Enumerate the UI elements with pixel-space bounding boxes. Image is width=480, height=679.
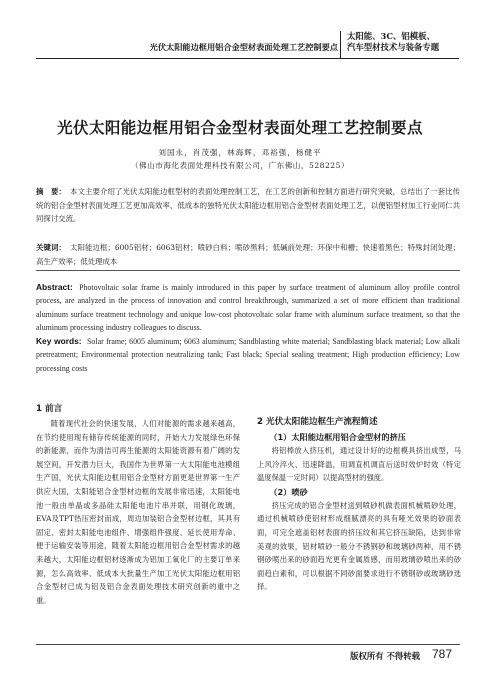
subsection-2-2-heading: （2）喷砂 <box>269 486 308 497</box>
keywords-cn <box>36 241 460 268</box>
body-column-left <box>36 402 240 607</box>
abstract-cn <box>36 185 460 226</box>
keywords-cn-label: 关键词： <box>36 243 66 252</box>
affiliation: （佛山市海化表面处理科技有限公司，广东佛山，528225） <box>130 161 350 170</box>
abstract-en-label: Abstract: <box>36 282 73 292</box>
subsection-2-1-heading: （1）太阳能边框用铝合金型材的挤压 <box>269 432 406 442</box>
keywords-en <box>36 335 460 375</box>
footer-rule <box>36 644 460 645</box>
page-number: 787 <box>431 647 452 661</box>
subsection-2-2-paragraph: 挤压完成的铝合金型材送到喷砂机做表面机械喷砂处理，通过机械喷砂使铝材形成细腻漂亮的具有哑光效果的砂面表面，可完全遮盖铝材表面的挤压纹和其它挤压缺陷，达到非常美观的效果，铝材喷砂一般分不锈钢砂和玻璃砂两种，用不锈钢砂喷出来的砂面趋光更有金属质感，而用玻璃砂喷出来的砂面趋白素和，可以根据不同砂面要求进行不锈钢砂或玻璃砂选择。 <box>257 500 461 592</box>
abstract-cn-text: 本文主要介绍了光伏太阳能边框型材的表面处理控制工艺，在工艺的创新和控制方面进行研究突破，总结出了一套比传统的铝合金型材表面处理工艺更加高效率、低成本的独特光伏太阳能边框用铝合金型材表面处理工艺，以便铝型材加工行业同仁共同探讨交流。 <box>36 187 460 224</box>
authors: 刘国永，肖茂强，林海辉，邓裕强，杨健平 <box>158 148 322 157</box>
column-gap <box>257 402 461 415</box>
subsection-2-1-paragraph: 将铝棒放入挤压机，通过设计好的边框模具挤出成型，马上风冷淬火、迅速降温，用调直机调直后送时效炉时效（特定温度保温一定时间）以提高型材的强度。 <box>257 446 461 483</box>
keywords-cn-text: 太阳能边框；6005铝材；6063铝材；喷砂白料；喷砂黑料；低碱前处理；环保中和槽；快速着黑色；特殊封闭处理；高生产效率；低处理成本 <box>36 243 460 266</box>
abstract-en <box>36 281 460 335</box>
body-column-right <box>257 402 461 594</box>
section-label-line1: 太阳能、3C、铝模板、 <box>347 31 435 41</box>
abstract-en-text: Photovoltaic solar frame is mainly introduced in this paper by surface treatment of aluminum alloy profile control process, are analyzed in the process of innovation and control breakthrough, summarized a set of more efficient than traditional aluminum surface treatment technology and unique low-cost photovoltaic solar frame with aluminum surface treatment, so that the aluminum processing industry colleagues to discuss. <box>36 283 460 333</box>
abstract-cn-label: 摘 要： <box>36 187 67 196</box>
section-label-line2: 汽车型材技术与装备专题 <box>347 42 440 52</box>
running-title: 光伏太阳能边框用铝合金型材表面处理工艺控制要点 <box>149 42 338 52</box>
section-label <box>347 31 439 53</box>
header-divider <box>340 31 341 59</box>
paper-title: 光伏太阳能边框用铝合金型材表面处理工艺控制要点 <box>57 119 423 137</box>
section-1-heading: 1 前言 <box>36 404 63 414</box>
section-2-heading: 2 光伏太阳能边框生产流程简述 <box>257 417 378 427</box>
keywords-en-text: Solar frame; 6005 aluminum; 6063 aluminum; Sandblasting white material; Sandblasting black material; Low alkali pretreatment; Environmental protection neutralizing tank; Fast black; Special sealing treatment; High production efficiency; Low processing costs <box>36 337 460 373</box>
section-1-paragraph: 随着现代社会的快速发展，人们对能源的需求越来越高，在节约使用现有储存传统能源的同时，开始大力发展绿色环保的新能源，而作为清洁可再生能源的太阳能资源有着广阔的发展空间，开发潜力巨大，我国作为世界第一大太阳能电池模组生产国，光伏太阳能边框用铝合金型材方面更是世界第一生产供应大国，太阳能铝合金型材边框的发展非常迅速，太阳能电池一般由单晶或多晶硅太阳能电池片串并联，用钢化玻璃，EVA及TPT热压密封而成，周边加装铝合金型材边框，其具有固定、密封太阳能电池组件、增强组件强度、延长使用寿命、便于运输安装等用途，随着太阳能边框用铝合金型材需求的越来越大，太阳能边框铝材逐渐成为铝加工氧化厂的主要订单来源，怎么高效率、低成本大批量生产加工光伏太阳能边框用铝合金型材已成为铝及铝合金表面处理技术研究创新的重中之重。 <box>36 419 240 605</box>
abstract-divider <box>36 270 460 271</box>
header-rule <box>36 58 459 59</box>
footer-copyright: 版权所有 不得转载 <box>350 651 420 661</box>
keywords-en-label: Key words: <box>36 336 82 346</box>
